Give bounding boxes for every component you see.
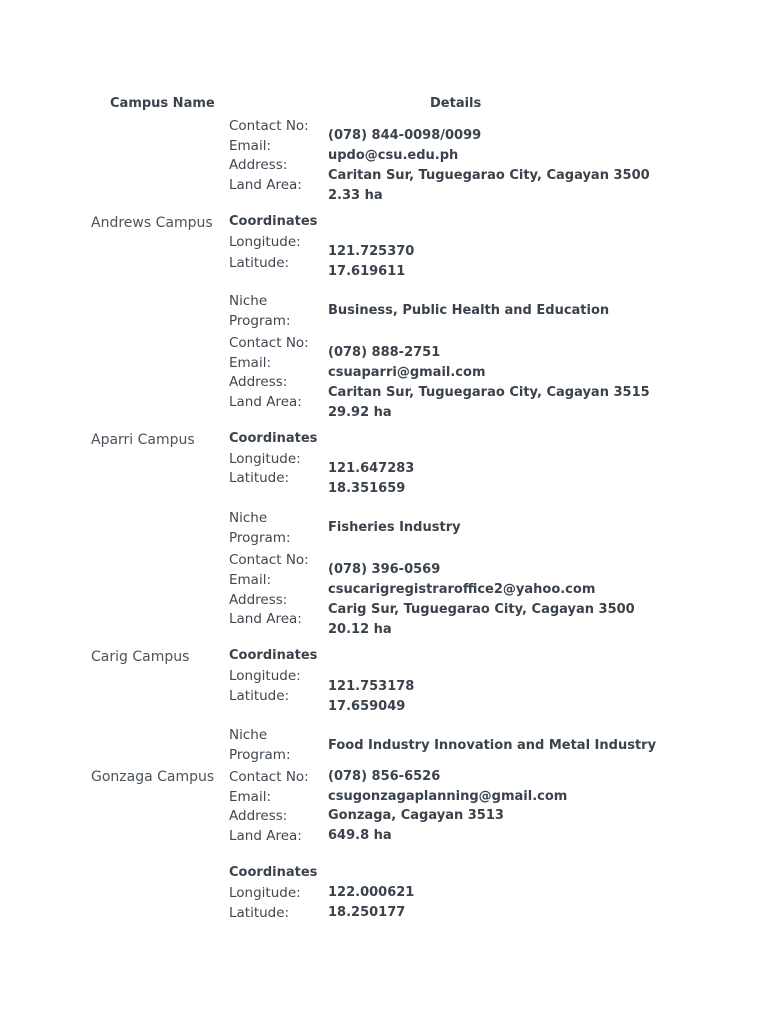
latitude-label: Latitude: [229,255,290,271]
latitude-value: 18.250177 [328,905,406,920]
latitude-label: Latitude: [229,905,290,921]
address-label: Address: [229,157,288,173]
latitude-value: 17.619611 [328,264,406,279]
latitude-value: 17.659049 [328,699,406,714]
niche-program-value: Food Industry Innovation and Metal Industry [328,738,657,753]
latitude-label: Latitude: [229,688,290,704]
land-area-value: 29.92 ha [328,405,392,420]
longitude-label: Longitude: [229,885,301,901]
longitude-value: 121.725370 [328,244,415,259]
email-label: Email: [229,789,272,805]
email-label: Email: [229,355,272,371]
longitude-value: 121.647283 [328,461,415,476]
email-value: csucarigregistraroffice2@yahoo.com [328,582,596,597]
details-header: Details [430,96,482,111]
contact-value: (078) 396-0569 [328,562,441,577]
land-area-label: Land Area: [229,394,302,410]
address-label: Address: [229,592,288,608]
niche-program-value: Business, Public Health and Education [328,303,610,318]
longitude-label: Longitude: [229,668,301,684]
contact-label: Contact No: [229,118,309,134]
contact-value: (078) 856-6526 [328,769,441,784]
contact-value: (078) 888-2751 [328,345,441,360]
coordinates-heading: Coordinates [229,648,318,663]
email-value: csugonzagaplanning@gmail.com [328,789,568,804]
niche-label-line2: Program: [229,747,291,763]
land-area-value: 20.12 ha [328,622,392,637]
niche-label-line1: Niche [229,727,268,743]
land-area-value: 2.33 ha [328,188,383,203]
contact-label: Contact No: [229,335,309,351]
address-value: Caritan Sur, Tuguegarao City, Cagayan 3515 [328,385,650,400]
coordinates-heading: Coordinates [229,214,318,229]
campus-name: Carig Campus [91,649,190,665]
longitude-value: 121.753178 [328,679,415,694]
address-value: Carig Sur, Tuguegarao City, Cagayan 3500 [328,602,635,617]
niche-label-line2: Program: [229,530,291,546]
address-value: Gonzaga, Cagayan 3513 [328,808,504,823]
address-label: Address: [229,808,288,824]
contact-value: (078) 844-0098/0099 [328,128,482,143]
niche-label-line1: Niche [229,510,268,526]
address-label: Address: [229,374,288,390]
latitude-label: Latitude: [229,470,290,486]
contact-label: Contact No: [229,769,309,785]
email-label: Email: [229,572,272,588]
campus-name: Andrews Campus [91,215,213,231]
longitude-value: 122.000621 [328,885,415,900]
address-value: Caritan Sur, Tuguegarao City, Cagayan 3500 [328,168,650,183]
niche-program-value: Fisheries Industry [328,520,461,535]
contact-label: Contact No: [229,552,309,568]
land-area-value: 649.8 ha [328,828,392,843]
coordinates-heading: Coordinates [229,431,318,446]
email-value: csuaparri@gmail.com [328,365,486,380]
longitude-label: Longitude: [229,234,301,250]
longitude-label: Longitude: [229,451,301,467]
land-area-label: Land Area: [229,828,302,844]
niche-label-line1: Niche [229,293,268,309]
coordinates-heading: Coordinates [229,865,318,880]
email-value: updo@csu.edu.ph [328,148,459,163]
latitude-value: 18.351659 [328,481,406,496]
niche-label-line2: Program: [229,313,291,329]
campus-name-header: Campus Name [110,96,215,111]
land-area-label: Land Area: [229,611,302,627]
campus-name: Gonzaga Campus [91,769,215,785]
email-label: Email: [229,138,272,154]
campus-name: Aparri Campus [91,432,195,448]
land-area-label: Land Area: [229,177,302,193]
